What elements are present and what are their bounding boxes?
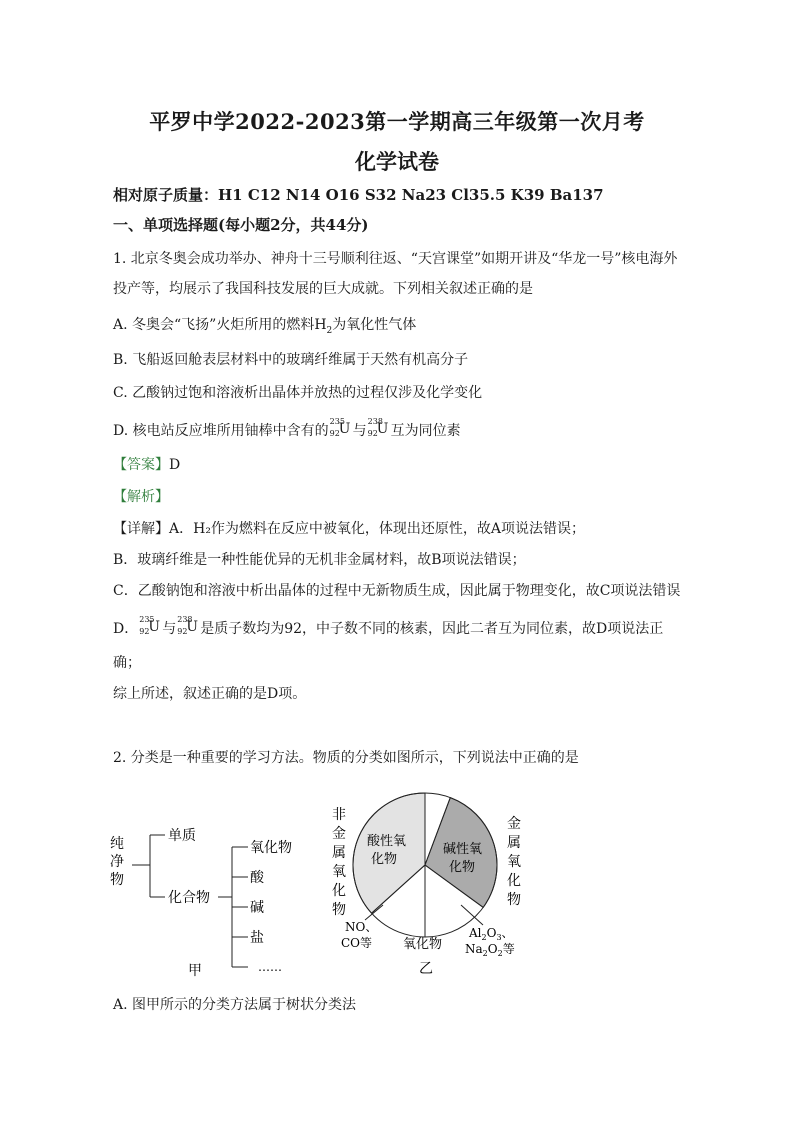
svg-text:物: 物 <box>507 892 521 908</box>
pie-center-label: 氧化物 <box>403 937 443 952</box>
detail-d-text: 是质子数均为92，中子数不同的核素，因此二者互为同位素，故D项说法正 <box>200 621 664 637</box>
tree-node-elemental: 单质 <box>168 828 196 844</box>
detail-d-prefix: D． <box>113 621 139 637</box>
q1-stem-line2: 投产等，均展示了我国科技发展的巨大成就。下列相关叙述正确的是 <box>113 281 533 297</box>
tree-node-acid: 酸 <box>250 870 264 886</box>
q1-option-a-text: A. 冬奥会“飞扬”火炬所用的燃料 <box>113 317 315 333</box>
isotope-u235: 235 92 U <box>329 417 351 438</box>
answer-label: 【答案】 <box>113 457 169 473</box>
q2-option-a: A. 图甲所示的分类方法属于树状分类法 <box>113 997 357 1013</box>
label-na2o2: $Na_2O_2$等 <box>465 942 515 958</box>
svg-text:物: 物 <box>332 902 346 918</box>
svg-text:金: 金 <box>507 816 521 832</box>
detail-d <box>113 617 663 639</box>
label-al2o3: $Al_2O_3$、 <box>469 926 514 942</box>
svg-text:属: 属 <box>507 835 521 851</box>
pie-right-vertical-label <box>507 816 521 908</box>
tree-node-salt: 盐 <box>250 930 264 946</box>
label-no: NO、 <box>345 920 378 934</box>
tree-lines-level2 <box>218 847 248 967</box>
tree-node-ellipsis: …… <box>258 960 282 974</box>
detail-label: 【详解】 <box>113 521 169 537</box>
atomic-masses: 相对原子质量：H1 C12 N14 O16 S32 Na23 Cl35.5 K39 Ba137 <box>113 186 604 204</box>
isotope-u238-detail: 238 92 U <box>177 615 199 636</box>
q1-option-d-text: D. 核电站反应堆所用铀棒中含有的 <box>113 423 329 439</box>
tree-node-base: 碱 <box>250 900 264 916</box>
q1-option-b: B. 飞船返回舱表层材料中的玻璃纤维属于天然有机高分子 <box>113 352 469 368</box>
q1-option-c: C. 乙酸钠过饱和溶液析出晶体并放热的过程仅涉及化学变化 <box>113 385 483 401</box>
tree-root-char-1: 纯 <box>110 836 124 852</box>
tree-root-char-2: 净 <box>110 854 124 870</box>
q1-option-a-tail: 为氧化性气体 <box>332 317 417 333</box>
detail-d-and: 与 <box>162 621 177 637</box>
svg-text:化: 化 <box>332 883 346 899</box>
q1-option-d-and: 与 <box>352 423 367 439</box>
pointer-line-al2o3 <box>461 905 483 925</box>
answer-value: D <box>169 457 181 473</box>
label-co: CO等 <box>341 936 373 950</box>
tree-node-oxide: 氧化物 <box>250 840 292 856</box>
pie-label-acidic-line1: 酸性氧 <box>367 834 407 849</box>
svg-text:化: 化 <box>507 873 521 889</box>
tree-caption: 甲 <box>188 963 202 979</box>
svg-text:非: 非 <box>332 807 346 823</box>
detail-d-line2: 确； <box>113 655 141 671</box>
pie-label-basic-line2: 化物 <box>449 860 476 875</box>
analysis-label: 【解析】 <box>113 489 169 505</box>
tree-lines-level1 <box>132 835 165 897</box>
pie-caption: 乙 <box>419 961 433 977</box>
isotope-u235-detail: 235 92 U <box>139 615 161 636</box>
h2-formula: $H_2$ <box>314 317 333 336</box>
svg-text:氧: 氧 <box>332 864 346 880</box>
pie-label-basic-line1: 碱性氧 <box>443 842 483 857</box>
detail-b: B．玻璃纤维是一种性能优异的无机非金属材料，故B项说法错误； <box>113 552 526 568</box>
q1-option-d <box>113 419 461 441</box>
tree-diagram <box>110 815 310 980</box>
detail-a <box>113 519 585 539</box>
q1-answer <box>113 455 180 475</box>
detail-c: C．乙酸钠饱和溶液中析出晶体的过程中无新物质生成，因此属于物理变化，故C项说法错误 <box>113 583 681 599</box>
svg-text:氧: 氧 <box>507 854 521 870</box>
pie-left-vertical-label <box>332 807 346 918</box>
detail-a-text: A．H₂作为燃料在反应中被氧化，体现出还原性，故A项说法错误； <box>169 521 586 537</box>
q1-option-d-tail: 互为同位素 <box>390 423 461 439</box>
q1-option-a <box>113 315 416 341</box>
svg-text:金: 金 <box>332 826 346 842</box>
svg-text:属: 属 <box>332 845 346 861</box>
q2-stem: 2. 分类是一种重要的学习方法。物质的分类如图所示，下列说法中正确的是 <box>113 750 579 766</box>
tree-root-char-3: 物 <box>110 872 124 888</box>
pie-diagram <box>325 785 535 980</box>
q1-stem-line1: 1. 北京冬奥会成功举办、神舟十三号顺利往返、“天宫课堂”如期开讲及“华龙一号”核电海外 <box>113 251 678 267</box>
isotope-u238: 238 92 U <box>367 417 389 438</box>
section-heading: 一、单项选择题(每小题2分，共44分) <box>113 216 369 234</box>
tree-node-compound: 化合物 <box>168 890 210 906</box>
exam-subtitle: 化学试卷 <box>355 149 439 174</box>
pie-label-acidic-line2: 化物 <box>371 852 398 867</box>
q1-summary: 综上所述，叙述正确的是D项。 <box>113 686 307 702</box>
exam-title: 平罗中学2022-2023第一学期高三年级第一次月考 <box>149 109 645 134</box>
